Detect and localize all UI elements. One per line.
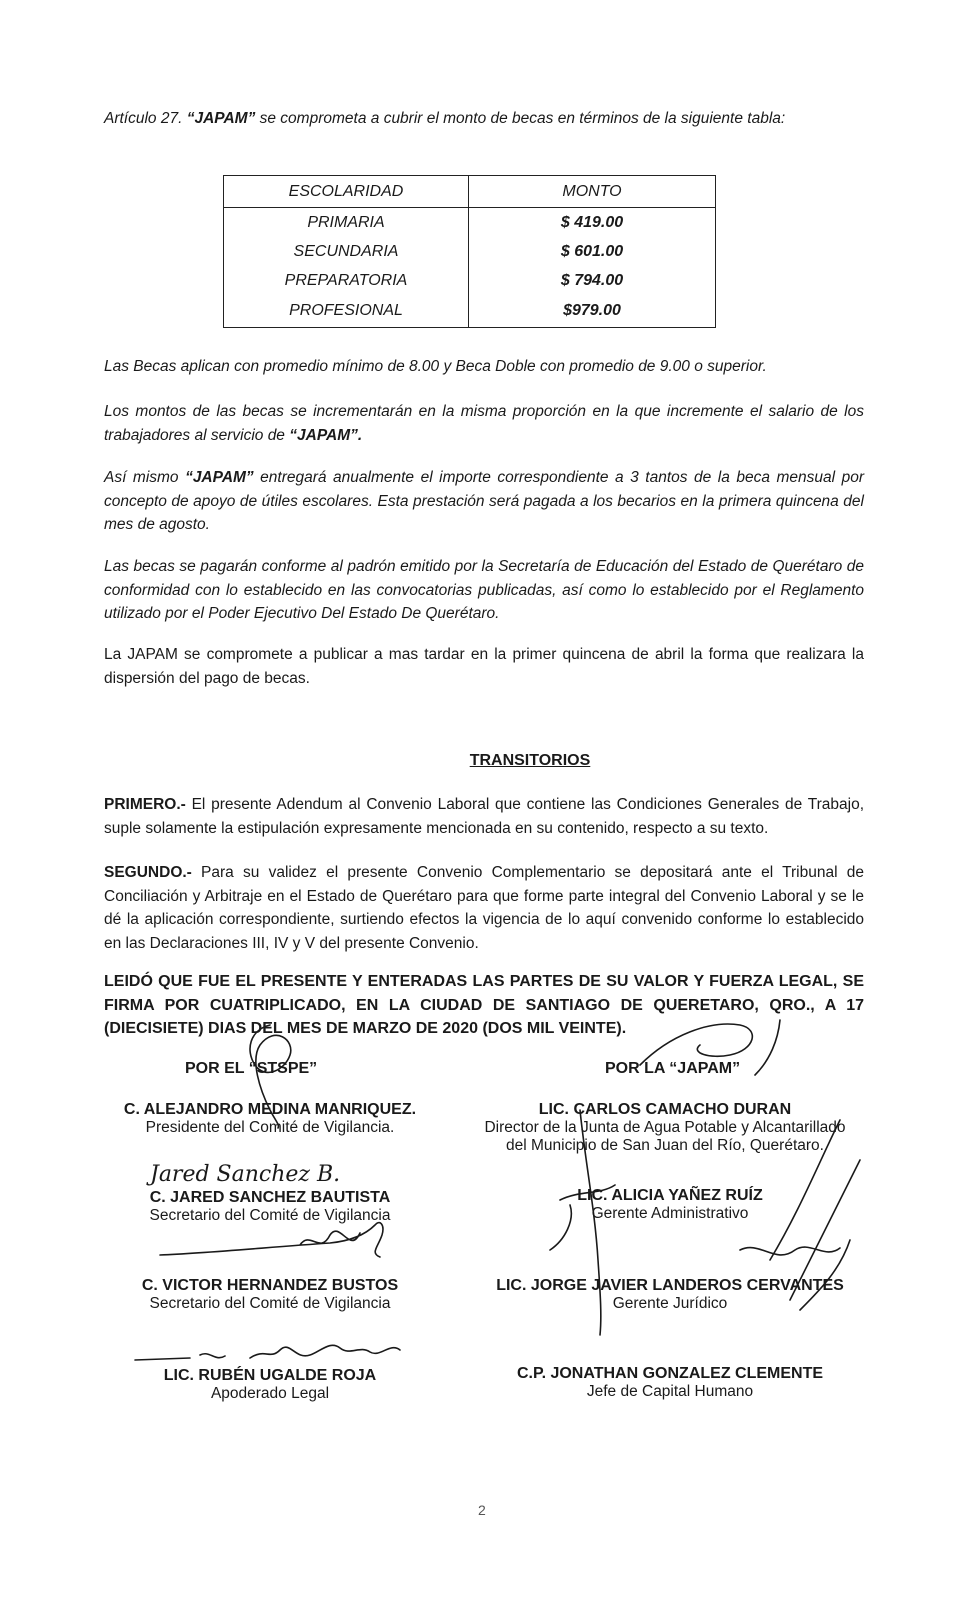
paragraph-incremento	[104, 400, 864, 447]
segundo-text: Para su validez el presente Convenio Complementario se depositará ante el Tribunal de Conciliación y Arbitraje en el Estado de Querétaro para que forme parte integral del Convenio Laboral y se le dé la aplicación correspondiente, surtiendo efectos la vigencia de lo aquí convenido conforme lo establecido en las Declaraciones III, IV y V del presente Convenio.	[104, 864, 864, 952]
signatory-role: Gerente Jurídico	[612, 1295, 728, 1312]
handwritten-jared: Jared Sanchez B.	[150, 1162, 341, 1187]
segundo-label: SEGUNDO.-	[104, 864, 192, 881]
paragraph-dispersion: La JAPAM se compromete a publicar a mas tardar en la primer quincena de abril la forma que realizara la dispersión del pago de becas.	[104, 646, 864, 687]
incremento-text: Los montos de las becas se incrementarán en la misma proporción en la que incremente el salario de los trabajadores al servicio de	[104, 403, 864, 444]
header-escolaridad: ESCOLARIDAD	[224, 176, 469, 208]
article-label: Artículo 27.	[104, 110, 187, 127]
paragraph-segundo	[104, 861, 864, 955]
signatory-name: LIC. RUBÉN UGALDE ROJA	[163, 1367, 377, 1384]
signatory-name: C. JARED SANCHEZ BAUTISTA	[149, 1189, 391, 1206]
paragraph-promedio: Las Becas aplican con promedio mínimo de 8.00 y Beca Doble con promedio de 9.00 o superior.	[104, 358, 767, 375]
table-cell-escolaridad: SECUNDARIA	[224, 237, 469, 266]
header-monto: MONTO	[469, 176, 716, 208]
right-signature-header: POR LA “JAPAM”	[605, 1060, 741, 1077]
paragraph-primero	[104, 793, 864, 840]
japam-label: “JAPAM”	[186, 110, 256, 127]
signatory-right-1	[470, 1101, 860, 1155]
table-row	[224, 208, 716, 238]
table-cell-monto: $ 419.00	[469, 208, 716, 238]
closing-paragraph: LEIDÓ QUE FUE EL PRESENTE Y ENTERADAS LAS PARTES DE SU VALOR Y FUERZA LEGAL, SE FIRMA POR CUATRIPLICADO, EN LA CIUDAD DE SANTIAGO DE QUERETARO, QRO., A 17 (DIECISIETE) DIAS DEL MES DE MARZO DE 2020 (DOS MIL VEINTE).	[104, 973, 864, 1037]
signatory-role: Jefe de Capital Humano	[586, 1383, 754, 1400]
signatory-left-4	[120, 1367, 420, 1403]
japam-label: “JAPAM”.	[289, 426, 363, 444]
table-row	[224, 266, 716, 295]
signatory-name: LIC. CARLOS CAMACHO DURAN	[538, 1101, 792, 1118]
article-27-intro	[104, 107, 904, 131]
signatory-name: C. ALEJANDRO MEDINA MANRIQUEZ.	[123, 1101, 417, 1118]
transitorios-title: TRANSITORIOS	[469, 752, 591, 769]
signatory-name: C.P. JONATHAN GONZALEZ CLEMENTE	[516, 1365, 824, 1382]
table-row	[224, 237, 716, 266]
table-cell-escolaridad: PRIMARIA	[224, 208, 469, 238]
signatory-role-2: del Municipio de San Juan del Río, Querétaro.	[506, 1137, 824, 1154]
signatory-right-4	[490, 1365, 850, 1401]
table-row	[224, 295, 716, 328]
table-cell-escolaridad: PROFESIONAL	[224, 295, 469, 328]
table-cell-escolaridad: PREPARATORIA	[224, 266, 469, 295]
signatory-left-2	[120, 1189, 420, 1225]
signatory-name: C. VICTOR HERNANDEZ BUSTOS	[141, 1277, 399, 1294]
paragraph-padron: Las becas se pagarán conforme al padrón emitido por la Secretaría de Educación del Estado de Querétaro de conformidad con lo establecido en las convocatorias publicadas, así como lo establecido por el Reglamento utilizado por el Poder Ejecutivo Del Estado De Querétaro.	[104, 558, 864, 622]
signatory-role: Gerente Administrativo	[591, 1205, 749, 1222]
left-signature-header: POR EL “STSPE”	[185, 1060, 318, 1077]
table-cell-monto: $ 794.00	[469, 266, 716, 295]
signatory-name: LIC. JORGE JAVIER LANDEROS CERVANTES	[496, 1277, 844, 1294]
primero-label: PRIMERO.-	[104, 796, 186, 813]
japam-label: “JAPAM”	[185, 469, 254, 486]
signatory-left-3	[120, 1277, 420, 1313]
becas-table	[223, 175, 716, 328]
signatory-role: Director de la Junta de Agua Potable y Alcantarillado	[484, 1119, 846, 1136]
table-header-row	[224, 176, 716, 208]
signatory-name: LIC. ALICIA YAÑEZ RUÍZ	[577, 1187, 763, 1204]
signatory-role: Apoderado Legal	[210, 1385, 330, 1402]
page-number: 2	[478, 1502, 486, 1518]
signatory-role: Secretario del Comité de Vigilancia	[149, 1295, 391, 1312]
utiles-text-b: entregará anualmente el importe correspondiente a 3 tantos de la beca mensual por concepto de apoyo de útiles escolares. Esta prestación será pagada a los becarios en la primera quincena del mes de agosto.	[104, 469, 864, 533]
primero-text: El presente Adendum al Convenio Laboral que contiene las Condiciones Generales de Trabajo, suple solamente la estipulación expresamente mencionada en su contenido, respecto a su texto.	[104, 796, 864, 837]
signatory-role: Presidente del Comité de Vigilancia.	[145, 1119, 395, 1136]
signatory-right-3	[480, 1277, 860, 1313]
signatory-left-1	[120, 1101, 420, 1137]
signatory-role: Secretario del Comité de Vigilancia	[149, 1207, 391, 1224]
paragraph-utiles	[104, 466, 864, 537]
article-intro-text: se comprometa a cubrir el monto de becas en términos de la siguiente tabla:	[255, 110, 786, 127]
table-cell-monto: $ 601.00	[469, 237, 716, 266]
utiles-text-a: Así mismo	[104, 469, 186, 486]
signatory-right-2	[520, 1187, 820, 1223]
table-cell-monto: $979.00	[469, 295, 716, 328]
